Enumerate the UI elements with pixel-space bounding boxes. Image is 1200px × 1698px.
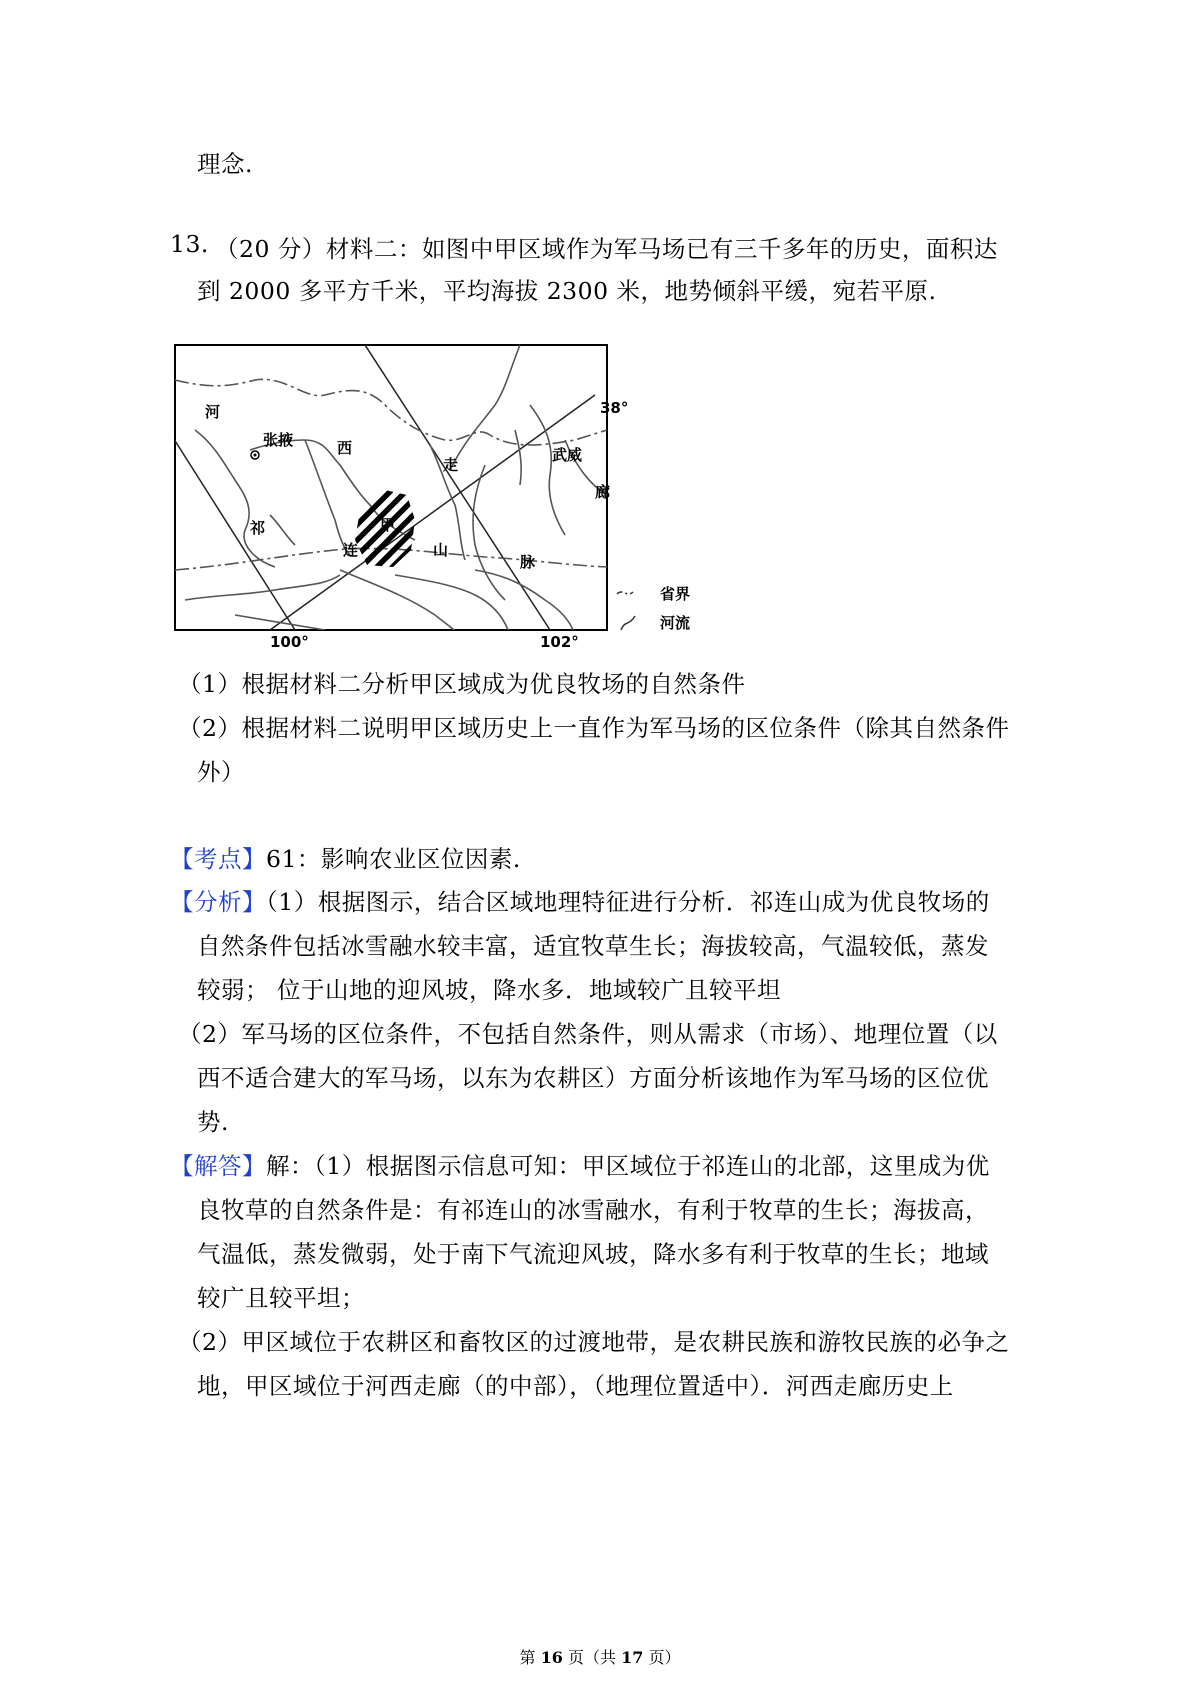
map-figure	[175, 345, 629, 657]
footer-total-pages: 17	[621, 1648, 644, 1667]
kaodian-text: 61：影响农业区位因素.	[266, 845, 521, 873]
label-lang: 廊	[595, 483, 611, 501]
fenxi-row	[170, 883, 990, 917]
fenxi-tag: 【分析】	[170, 888, 266, 916]
kaodian-tag: 【考点】	[170, 845, 266, 873]
jieda-line-5: （2）甲区域位于农耕区和畜牧区的过渡地带，是农耕民族和游牧民族的必争之	[178, 1328, 1010, 1356]
sub-question-2a: （2）根据材料二说明甲区域历史上一直作为军马场的区位条件（除其自然条件	[178, 714, 1010, 742]
label-he: 河	[205, 403, 221, 421]
legend-river: 河流	[660, 614, 691, 632]
boundary-legend-icon	[617, 592, 633, 594]
continuation-text: 理念.	[197, 150, 253, 178]
label-wuwei: 武威	[552, 446, 583, 464]
question-line-2: 到 2000 多平方千米，平均海拔 2300 米，地势倾斜平缓，宛若平原.	[197, 277, 937, 305]
label-lat-38: 38°	[600, 399, 629, 417]
question-number: 13.	[170, 230, 209, 258]
fenxi-line-3: 较弱； 位于山地的迎风坡，降水多．地域较广且较平坦	[197, 976, 781, 1004]
footer-post: 页）	[643, 1648, 681, 1667]
legend-boundary: 省界	[660, 585, 691, 603]
fenxi-line-6: 势.	[197, 1108, 229, 1136]
sub-question-1: （1）根据材料二分析甲区域成为优良牧场的自然条件	[178, 670, 746, 698]
label-mai: 脉	[520, 553, 536, 571]
label-zhangye: 张掖	[263, 431, 294, 449]
footer-pre: 第	[519, 1648, 541, 1667]
footer-page-number: 16	[540, 1648, 563, 1667]
question-line-1: （20 分）材料二：如图中甲区域作为军马场已有三千多年的历史，面积达	[215, 235, 998, 263]
jieda-line-3: 气温低，蒸发微弱，处于南下气流迎风坡，降水多有利于牧草的生长；地域	[197, 1240, 989, 1268]
jieda-line-2: 良牧草的自然条件是：有祁连山的冰雪融水，有利于牧草的生长；海拔高，	[197, 1196, 989, 1224]
label-lon-102: 102°	[540, 633, 579, 651]
fenxi-line-2: 自然条件包括冰雪融水较丰富，适宜牧草生长；海拔较高，气温较低，蒸发	[197, 932, 989, 960]
label-xi: 西	[337, 439, 353, 457]
fenxi-line-1: （1）根据图示，结合区域地理特征进行分析．祁连山成为优良牧场的	[266, 888, 990, 916]
jieda-row	[170, 1147, 990, 1181]
label-lon-100: 100°	[270, 633, 309, 651]
page-footer	[0, 1645, 1200, 1668]
label-shan: 山	[433, 541, 449, 559]
river-legend-icon	[621, 616, 635, 630]
label-zou: 走	[443, 456, 459, 474]
fenxi-line-5: 西不适合建大的军马场，以东为农耕区）方面分析该地作为军马场的区位优	[197, 1064, 989, 1092]
sub-question-2b: 外）	[197, 758, 245, 786]
jieda-line-6: 地，甲区域位于河西走廊（的中部），（地理位置适中）．河西走廊历史上	[197, 1372, 954, 1400]
map-legend	[615, 582, 710, 640]
fenxi-line-4: （2）军马场的区位条件，不包括自然条件，则从需求（市场）、地理位置（以	[178, 1020, 998, 1048]
jieda-tag: 【解答】	[170, 1152, 266, 1180]
jieda-line-1: 解：（1）根据图示信息可知：甲区域位于祁连山的北部，这里成为优	[266, 1152, 990, 1180]
footer-mid: 页（共	[562, 1648, 622, 1667]
jieda-line-4: 较广且较平坦；	[197, 1284, 365, 1312]
label-jia: 甲	[380, 516, 396, 534]
kaodian-row	[170, 840, 521, 874]
label-lian: 连	[343, 541, 359, 559]
label-qi: 祁	[250, 519, 266, 537]
